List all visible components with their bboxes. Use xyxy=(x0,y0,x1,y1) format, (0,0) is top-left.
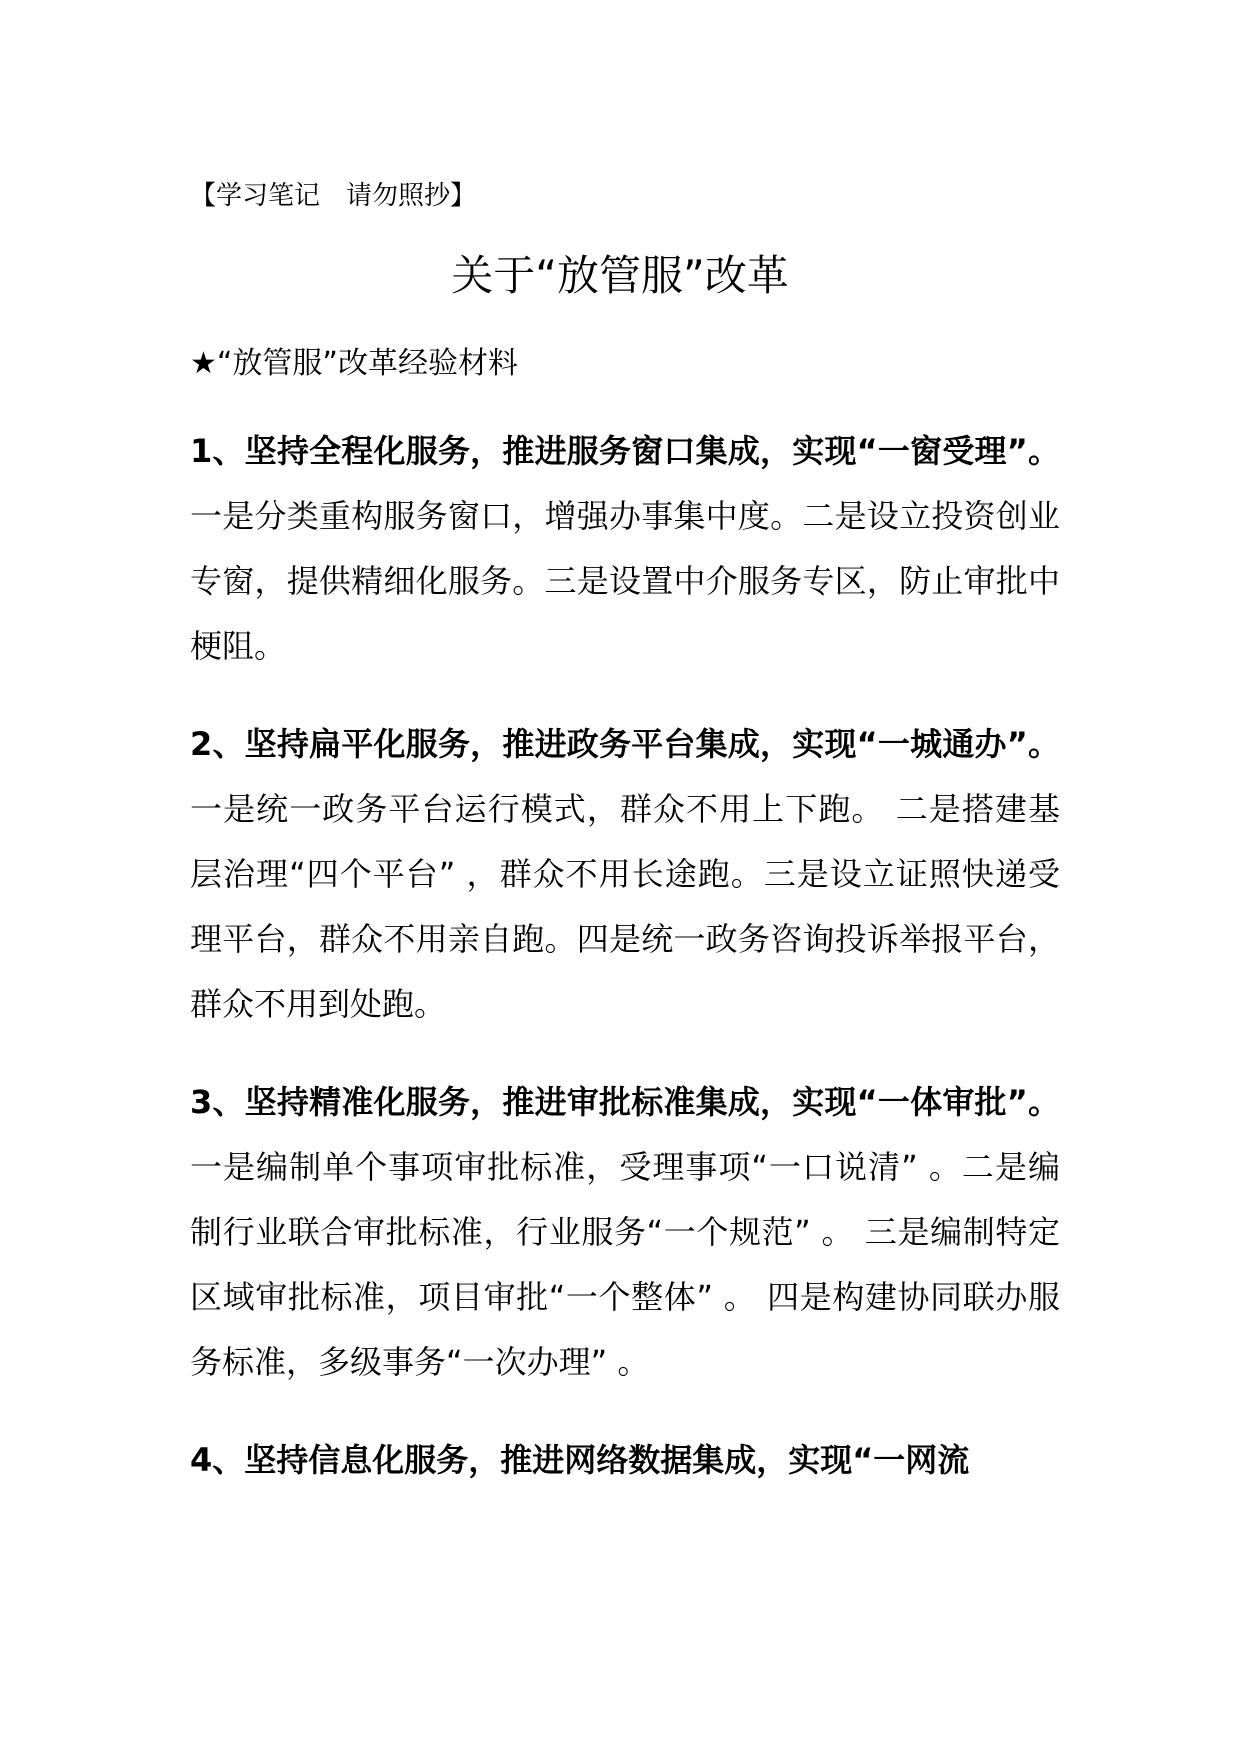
section-3-body: 一是编制单个事项审批标准，受理事项“一口说清” 。二是编制行业联合审批标准，行业服务“一个规范” 。 三是编制特定区域审批标准，项目审批“一个整体” 。 四是构建协同联办服务标准，多级事务“一次办理” 。 xyxy=(190,1148,1060,1381)
section-1 xyxy=(190,419,1060,679)
section-2 xyxy=(190,712,1060,1037)
document-subtitle: ★“放管服”改革经验材料 xyxy=(190,346,518,381)
document-content xyxy=(190,176,1060,1493)
document-title: 关于“放管服”改革 xyxy=(451,251,789,300)
section-4-heading: 4、坚持信息化服务，推进网络数据集成，实现“一网流 xyxy=(190,1441,970,1479)
study-note-label: 【学习笔记 请勿照抄】 xyxy=(190,181,477,211)
section-2-body: 一是统一政务平台运行模式，群众不用上下跑。 二是搭建基层治理“四个平台” ，群众不用长途跑。三是设立证照快递受理平台，群众不用亲自跑。四是统一政务咨询投诉举报平台，群众不用到处跑。 xyxy=(190,790,1060,1023)
section-3-heading: 3、坚持精准化服务，推进审批标准集成，实现“一体审批”。 xyxy=(190,1083,1060,1121)
section-4 xyxy=(190,1428,1060,1493)
section-1-body: 一是分类重构服务窗口，增强办事集中度。二是设立投资创业专窗，提供精细化服务。三是设置中介服务专区，防止审批中梗阻。 xyxy=(190,497,1060,665)
section-2-heading: 2、坚持扁平化服务，推进政务平台集成，实现“一城通办”。 xyxy=(190,725,1060,763)
section-3 xyxy=(190,1070,1060,1395)
section-1-heading: 1、坚持全程化服务，推进服务窗口集成，实现“一窗受理”。 xyxy=(190,432,1060,470)
